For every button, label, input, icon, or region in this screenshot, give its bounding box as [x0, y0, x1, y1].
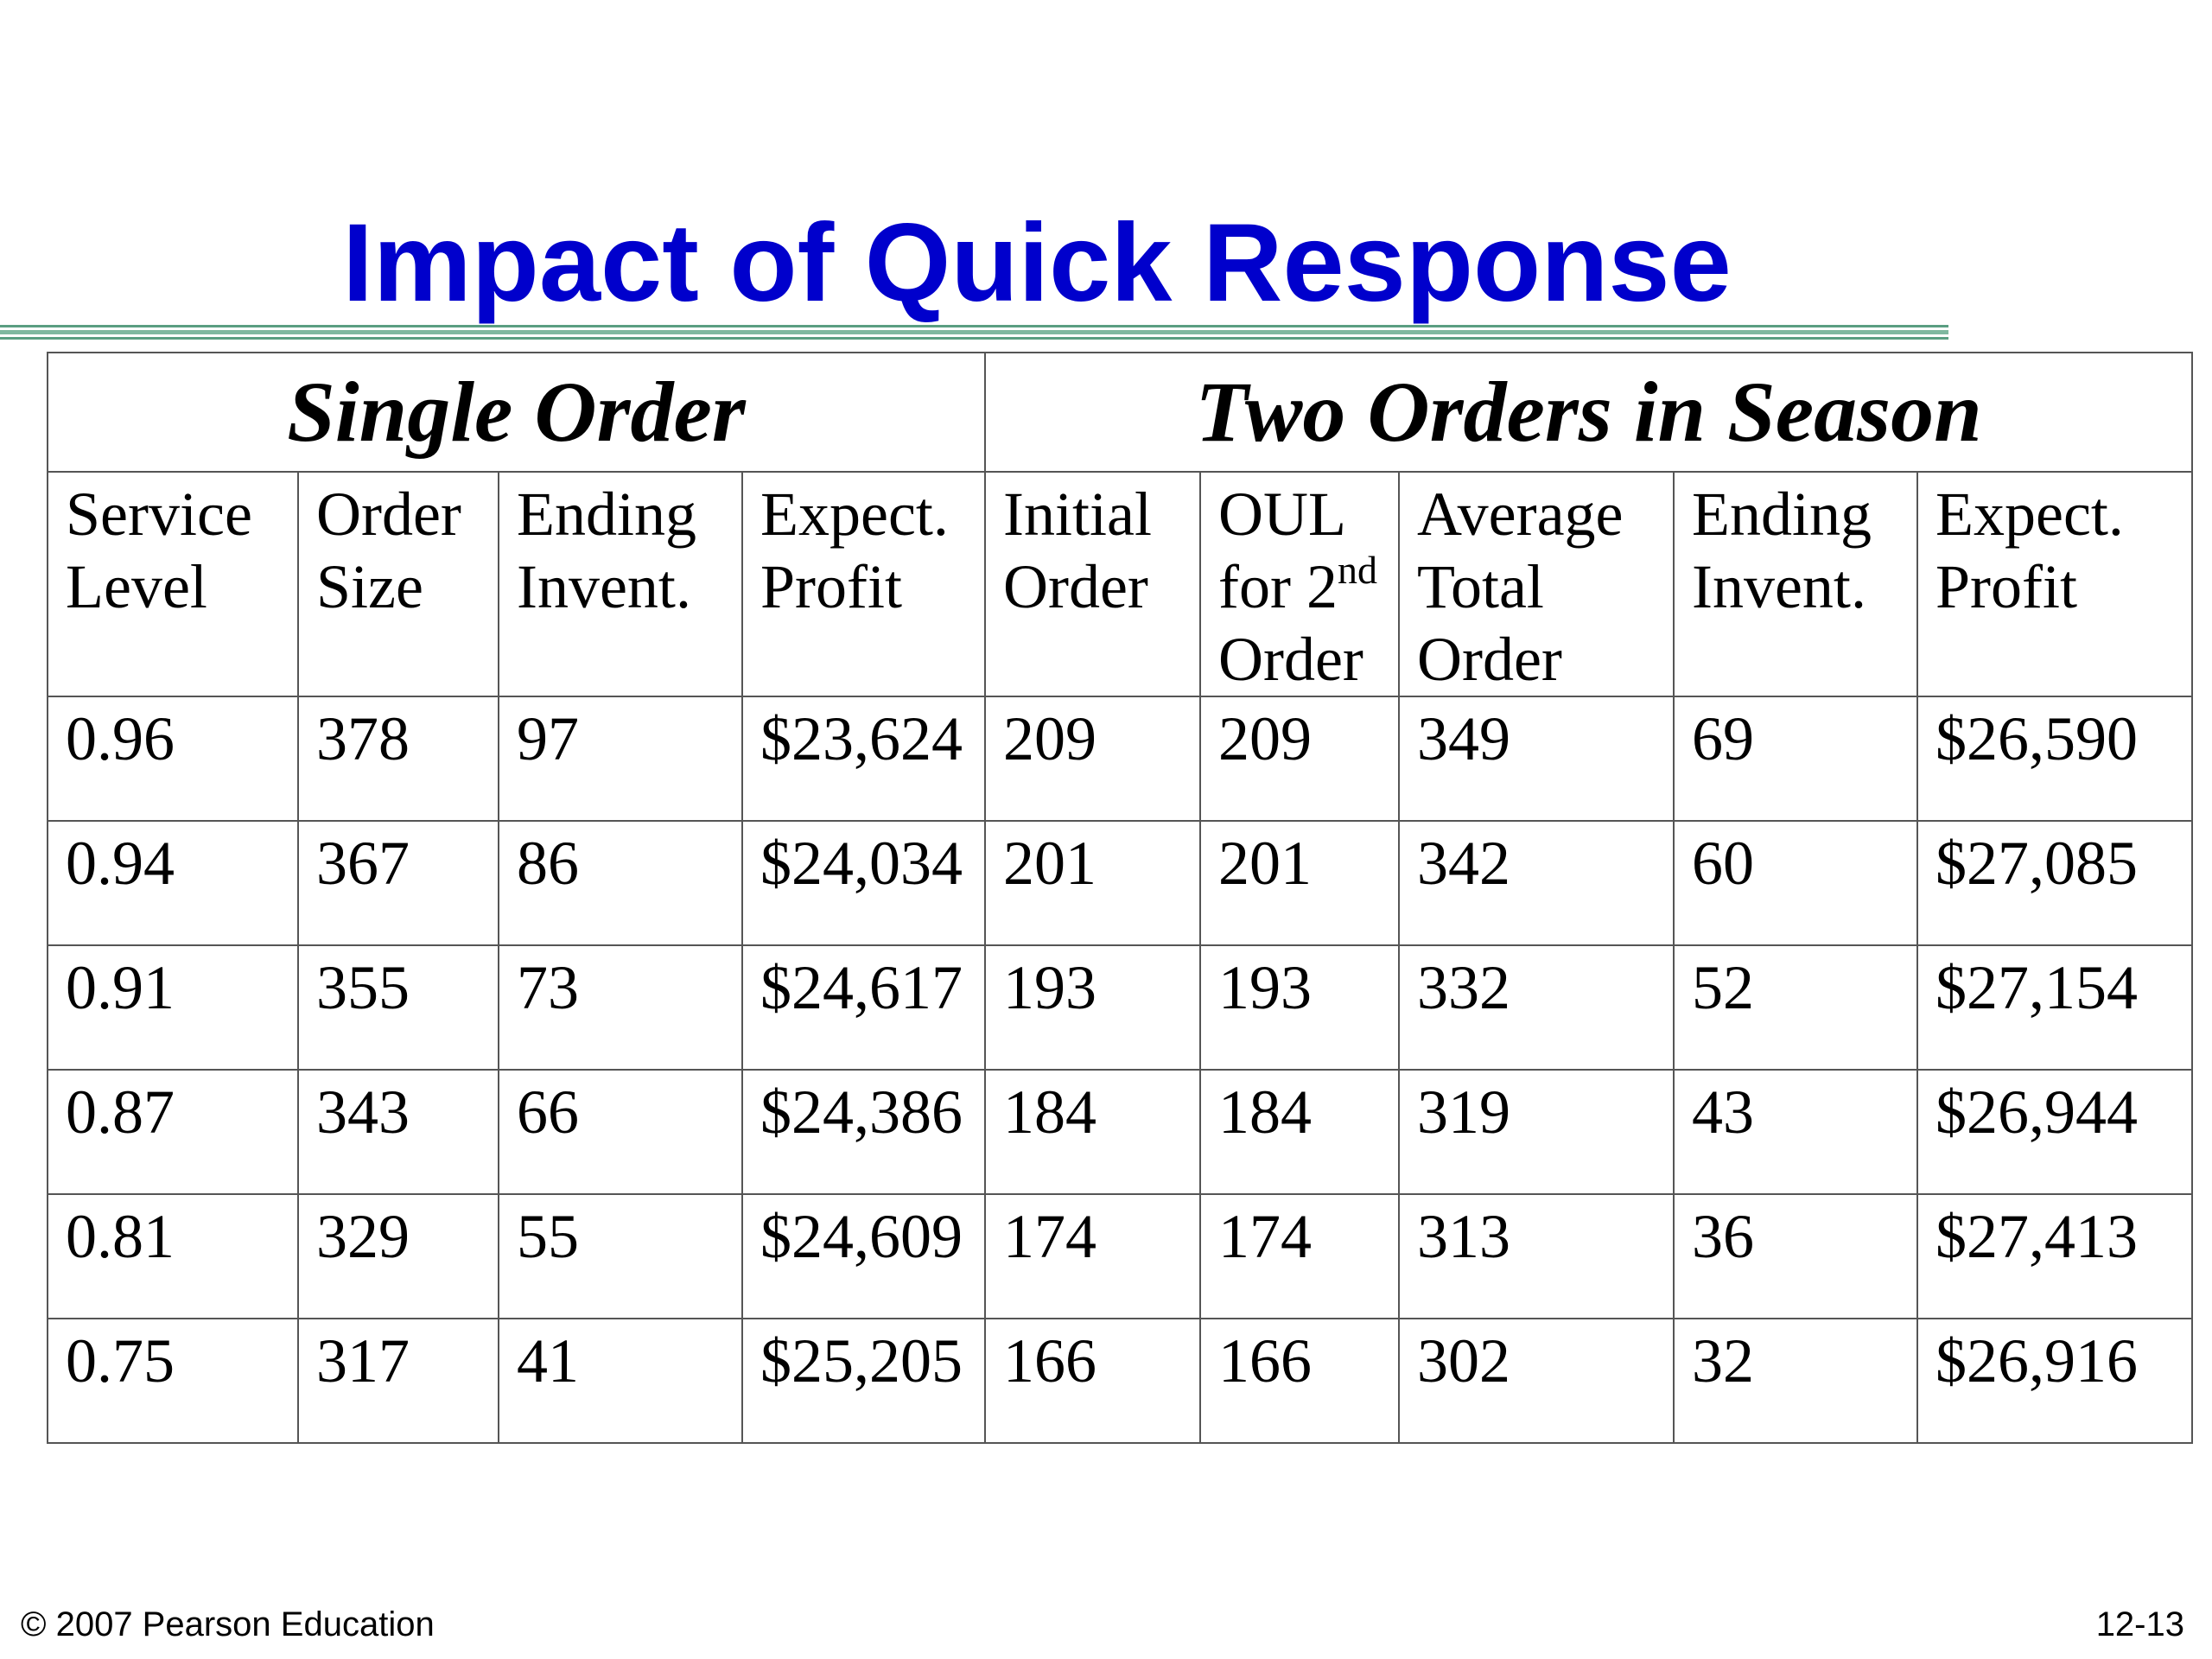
ordinal-superscript: nd: [1337, 548, 1377, 592]
table-cell: $25,205: [742, 1319, 985, 1443]
table-cell: 343: [298, 1070, 499, 1194]
col-header-order-size: [298, 472, 499, 696]
col-header-oul-2nd-order: [1200, 472, 1399, 696]
header-line: Ending: [1692, 480, 1872, 549]
header-line: Order: [1417, 625, 1562, 694]
table-cell: 349: [1399, 696, 1674, 821]
col-header-expect-profit: [742, 472, 985, 696]
table-cell: 355: [298, 945, 499, 1070]
table-cell: $24,617: [742, 945, 985, 1070]
table-cell: 184: [1200, 1070, 1399, 1194]
table-cell: $23,624: [742, 696, 985, 821]
table-cell: 0.94: [48, 821, 298, 945]
table-cell: 329: [298, 1194, 499, 1319]
table-cell: 73: [499, 945, 742, 1070]
table-cell: 97: [499, 696, 742, 821]
table-cell: 342: [1399, 821, 1674, 945]
header-line: Order: [316, 480, 461, 549]
table-cell: 0.87: [48, 1070, 298, 1194]
table-cell: 174: [985, 1194, 1200, 1319]
table-cell: 378: [298, 696, 499, 821]
table-cell: $26,590: [1917, 696, 2192, 821]
header-line: Total: [1417, 552, 1544, 621]
table-cell: $24,609: [742, 1194, 985, 1319]
header-line: Order: [1218, 625, 1363, 694]
table-cell: 209: [985, 696, 1200, 821]
title-rule: [0, 337, 1948, 340]
header-line: Ending: [517, 480, 696, 549]
header-text: for 2: [1218, 552, 1338, 621]
table-cell: $27,413: [1917, 1194, 2192, 1319]
header-line: Initial: [1003, 480, 1152, 549]
table-cell: 52: [1674, 945, 1917, 1070]
table-cell: 184: [985, 1070, 1200, 1194]
table-cell: 193: [985, 945, 1200, 1070]
table-cell: 69: [1674, 696, 1917, 821]
header-line: Expect.: [760, 480, 949, 549]
slide-title: Impact of Quick Response: [342, 201, 1732, 325]
slide-number: 12-13: [2095, 1605, 2184, 1643]
table-cell: $24,386: [742, 1070, 985, 1194]
col-header-initial-order: [985, 472, 1200, 696]
table-cell: 166: [1200, 1319, 1399, 1443]
table-row: [48, 1070, 2192, 1194]
table-cell: $27,154: [1917, 945, 2192, 1070]
table-cell: 332: [1399, 945, 1674, 1070]
col-header-service-level: [48, 472, 298, 696]
table-row: [48, 696, 2192, 821]
table-cell: 32: [1674, 1319, 1917, 1443]
header-line: Size: [316, 552, 423, 621]
table-cell: 86: [499, 821, 742, 945]
table-cell: 60: [1674, 821, 1917, 945]
col-header-average-total-order: [1399, 472, 1674, 696]
group-header-two-orders: Two Orders in Season: [985, 353, 2192, 472]
header-line: OUL: [1218, 480, 1346, 549]
header-line: Service: [66, 480, 252, 549]
table-cell: 43: [1674, 1070, 1917, 1194]
table-cell: 0.81: [48, 1194, 298, 1319]
table-row: [48, 821, 2192, 945]
header-line: Invent.: [1692, 552, 1866, 621]
col-header-ending-invent: [499, 472, 742, 696]
table-cell: 66: [499, 1070, 742, 1194]
table-cell: 209: [1200, 696, 1399, 821]
header-line: Level: [66, 552, 207, 621]
col-header-expect-profit-2: [1917, 472, 2192, 696]
header-line: [1218, 550, 1398, 623]
quick-response-table: [47, 352, 2193, 1444]
header-line: Profit: [1936, 552, 2078, 621]
header-line: Order: [1003, 552, 1148, 621]
header-line: Profit: [760, 552, 903, 621]
table-row: [48, 1319, 2192, 1443]
table-cell: 41: [499, 1319, 742, 1443]
table-cell: 166: [985, 1319, 1200, 1443]
table-cell: 367: [298, 821, 499, 945]
table-cell: 201: [1200, 821, 1399, 945]
group-header-single-order: Single Order: [48, 353, 985, 472]
copyright-footer: © 2007 Pearson Education: [21, 1605, 435, 1643]
group-header-row: [48, 353, 2192, 472]
table-cell: $26,916: [1917, 1319, 2192, 1443]
table-cell: 302: [1399, 1319, 1674, 1443]
title-rule: [0, 330, 1948, 334]
table-cell: 193: [1200, 945, 1399, 1070]
header-line: Average: [1417, 480, 1624, 549]
title-rule: [0, 325, 1948, 327]
header-line: Invent.: [517, 552, 691, 621]
table-cell: 201: [985, 821, 1200, 945]
table-cell: 0.91: [48, 945, 298, 1070]
column-header-row: [48, 472, 2192, 696]
col-header-ending-invent-2: [1674, 472, 1917, 696]
table-cell: 313: [1399, 1194, 1674, 1319]
table-cell: $27,085: [1917, 821, 2192, 945]
table-cell: 174: [1200, 1194, 1399, 1319]
table-cell: 319: [1399, 1070, 1674, 1194]
table-cell: 0.96: [48, 696, 298, 821]
table-row: [48, 1194, 2192, 1319]
table-cell: 317: [298, 1319, 499, 1443]
header-line: Expect.: [1936, 480, 2124, 549]
table-cell: $24,034: [742, 821, 985, 945]
table-cell: $26,944: [1917, 1070, 2192, 1194]
table-cell: 0.75: [48, 1319, 298, 1443]
table-cell: 36: [1674, 1194, 1917, 1319]
table-row: [48, 945, 2192, 1070]
table-cell: 55: [499, 1194, 742, 1319]
